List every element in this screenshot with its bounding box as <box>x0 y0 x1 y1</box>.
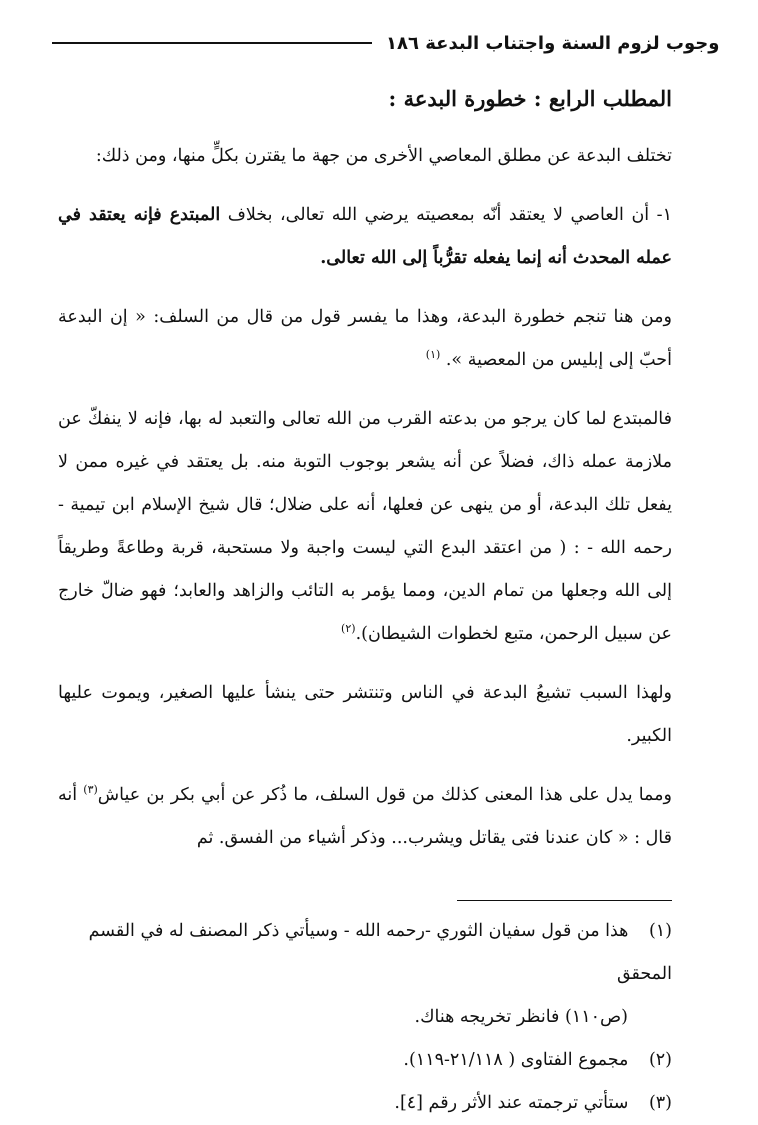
main-text <box>58 84 672 876</box>
running-title: وجوب لزوم السنة واجتناب البدعة ١٨٦ <box>386 32 720 54</box>
footnote-number: (١) <box>648 921 672 941</box>
footnote-ref[interactable]: (٢) <box>341 622 356 636</box>
paragraph-point-one <box>58 194 672 280</box>
footnote-text: مجموع الفتاوى ( ٢١/١١٨-١١٩). <box>403 1050 629 1070</box>
paragraph <box>58 398 672 656</box>
footnote <box>58 910 672 996</box>
paragraph-text: ومما يدل على هذا المعنى كذلك من قول السلف، ما ذُكر عن أبي بكر بن عياش <box>97 785 672 806</box>
paragraph <box>58 774 672 860</box>
paragraph <box>58 296 672 382</box>
page-header <box>52 28 720 58</box>
paragraph-text: ١- أن العاصي لا يعتقد أنّه بمعصيته يرضي الله تعالى، بخلاف <box>220 205 673 226</box>
paragraph-text: ومن هنا تنجم خطورة البدعة، وهذا ما يفسر قول من قال من السلف: « إن البدعة أحبّ إلى إبليس من المعصية ». <box>58 307 672 371</box>
footnote <box>58 1082 672 1125</box>
footnotes <box>58 910 672 1125</box>
paragraph-text: فالمبتدع لما كان يرجو من بدعته القرب من الله تعالى والتعبد له بها، فإنه لا ينفكّ عن ملازمة عمله ذاك، فضلاً عن أنه يشعر بوجوب التوبة منه. بل يعتقد في غيره ممن لا يفعل تلك البدعة، أو من ينهى عن فعلها، أنه على ضلال؛ قال شيخ الإسلام ابن تيمية - رحمه الله - : ( من اعتقد البدع التي ليست واجبة ولا مستحبة، قربة وطاعةً وطريقاً إلى الله وجعلها من تمام الدين، ومما يؤمر به التائب والزاهد والعابد؛ فهو ضالّ خارج عن سبيل الرحمن، متبع لخطوات الشيطان). <box>58 409 672 645</box>
footnote-continuation: (ص١١٠) فانظر تخريجه هناك. <box>414 1007 628 1027</box>
footnote-text: هذا من قول سفيان الثوري -رحمه الله - وسيأتي ذكر المصنف له في القسم المحقق <box>88 921 672 984</box>
paragraph: ولهذا السبب تشيعُ البدعة في الناس وتنتشر حتى ينشأ عليها الصغير، ويموت عليها الكبير. <box>58 683 672 747</box>
footnote-number: (٣) <box>648 1093 672 1113</box>
paragraph-text: أنه قال : « كان عندنا فتى يقاتل ويشرب... وذكر أشياء من الفسق. ثم <box>58 785 672 849</box>
footnote-text: ستأتي ترجمته عند الأثر رقم [٤]. <box>394 1093 629 1113</box>
emphasized-text: المبتدع فإنه يعتقد في عمله المحدث أنه إنما يفعله تقرُّباً إلى الله تعالى. <box>58 205 672 269</box>
header-rule <box>52 42 372 44</box>
footnote-separator <box>457 900 672 901</box>
paragraph: تختلف البدعة عن مطلق المعاصي الأخرى من جهة ما يقترن بكلٍّ منها، ومن ذلك: <box>95 146 672 167</box>
footnote-ref[interactable]: (٣) <box>83 783 98 797</box>
footnote-ref[interactable]: (١) <box>425 348 441 362</box>
section-heading: المطلب الرابع : خطورة البدعة : <box>388 86 672 111</box>
footnote <box>58 1039 672 1082</box>
footnote-number: (٢) <box>648 1050 672 1070</box>
